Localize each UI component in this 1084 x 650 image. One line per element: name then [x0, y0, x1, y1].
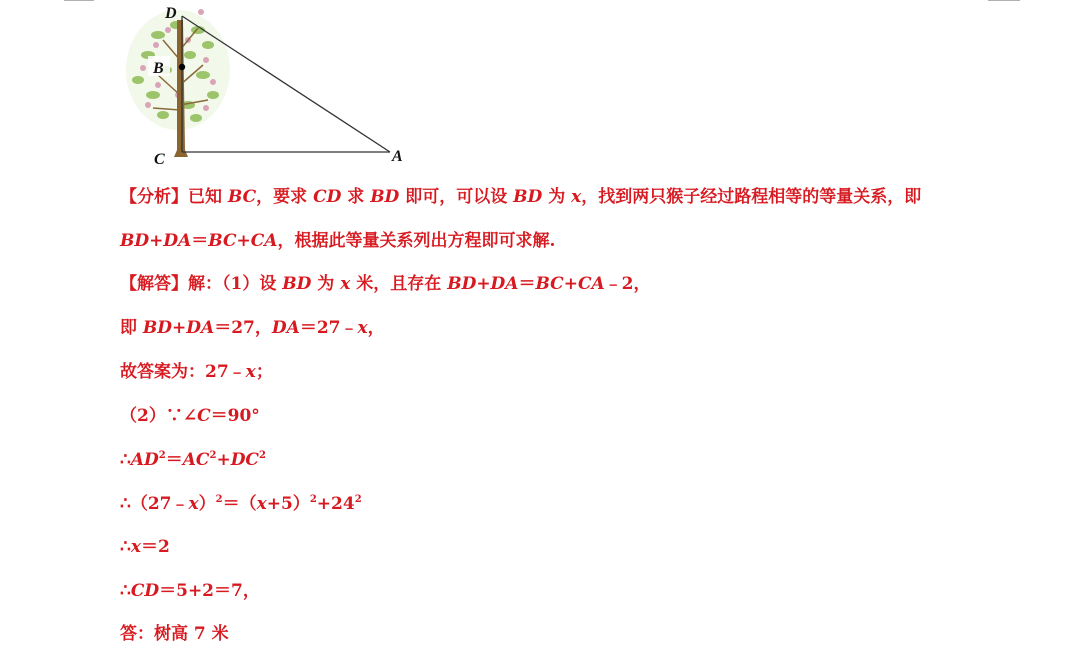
answer-line-8 [120, 580, 260, 602]
var: x [357, 318, 368, 338]
text: ，要求 [256, 187, 314, 207]
exponent: 2 [158, 450, 166, 461]
answer-tag: 【解答】 [120, 274, 188, 294]
var: BD [513, 187, 543, 207]
var: x [245, 362, 256, 382]
text: ＝（ [222, 494, 257, 514]
text: 求 [341, 187, 371, 207]
text: ， [367, 318, 385, 338]
var: BD+DA [447, 274, 519, 294]
exponent: 2 [309, 494, 317, 505]
analysis-line-2 [120, 230, 555, 252]
text: 即可，可以设 [399, 187, 514, 207]
var: BC+CA [208, 231, 278, 251]
var: AC [182, 450, 210, 470]
text: ∴ [120, 537, 131, 557]
var: BD+DA [120, 231, 192, 251]
text: ，根据此等量关系列出方程即可求解. [277, 231, 556, 251]
var: BC+CA [535, 274, 605, 294]
var: DA [271, 318, 300, 338]
var: x [256, 494, 267, 514]
var: BC [227, 187, 257, 207]
var: CD [130, 581, 160, 601]
answer-line-6 [120, 493, 362, 515]
answer-line-7 [120, 536, 170, 558]
var: AD [130, 450, 159, 470]
text: +5） [266, 494, 310, 514]
var: BD [370, 187, 400, 207]
exponent: 2 [354, 494, 362, 505]
text: （2）∵∠ [120, 406, 198, 426]
text: ∴ [120, 450, 131, 470]
text: 答：树高 7 米 [120, 624, 229, 644]
text: 为 [542, 187, 572, 207]
text: ） [198, 494, 216, 514]
var: BD+DA [142, 318, 215, 338]
text: ＝27， [214, 318, 272, 338]
text: ＝ [191, 231, 209, 251]
answer-line-4 [120, 405, 260, 427]
point-b [179, 64, 185, 70]
answer-line-3 [120, 361, 273, 383]
text: ＝ [518, 274, 536, 294]
var: C [197, 406, 211, 426]
var: x [571, 187, 582, 207]
text: 即 [120, 318, 143, 338]
text: ，找到两只猴子经过路程相等的等量关系，即 [581, 187, 922, 207]
triangle-tree-figure [118, 0, 418, 172]
answer-line-2 [120, 317, 385, 339]
analysis-tag: 【分析】 [120, 187, 188, 207]
text: ＝5+2＝7， [159, 581, 260, 601]
text: + [216, 450, 231, 470]
exponent: 2 [215, 494, 223, 505]
var: DC [230, 450, 259, 470]
var: x [188, 494, 199, 514]
page-corner-mark-left [64, 0, 94, 1]
text: ； [255, 362, 273, 382]
label-b: B [153, 60, 164, 77]
text: ∴（27﹣ [120, 494, 189, 514]
var: BD [282, 274, 312, 294]
text: ＝90° [210, 406, 260, 426]
text: ＝27﹣ [299, 318, 358, 338]
label-a: A [392, 148, 403, 165]
answer-line-9 [120, 623, 229, 645]
exponent: 2 [209, 450, 217, 461]
var: x [130, 537, 141, 557]
label-d: D [165, 5, 177, 22]
text: ＝2 [140, 537, 170, 557]
text: 解：（1）设 [188, 274, 283, 294]
answer-line-1 [120, 273, 651, 295]
var: CD [313, 187, 342, 207]
page-corner-mark-right [988, 0, 1020, 1]
text: 为 [311, 274, 341, 294]
exponent: 2 [258, 450, 266, 461]
var: x [340, 274, 351, 294]
text: 故答案为：27﹣ [120, 362, 246, 382]
text: ＝ [165, 450, 183, 470]
text: ∴ [120, 581, 131, 601]
text: +24 [316, 494, 355, 514]
text: 米，且存在 [350, 274, 448, 294]
label-c: C [154, 151, 165, 168]
answer-line-5 [120, 449, 266, 471]
text: 已知 [188, 187, 228, 207]
analysis-line-1 [120, 186, 921, 208]
text: ﹣2， [604, 274, 651, 294]
